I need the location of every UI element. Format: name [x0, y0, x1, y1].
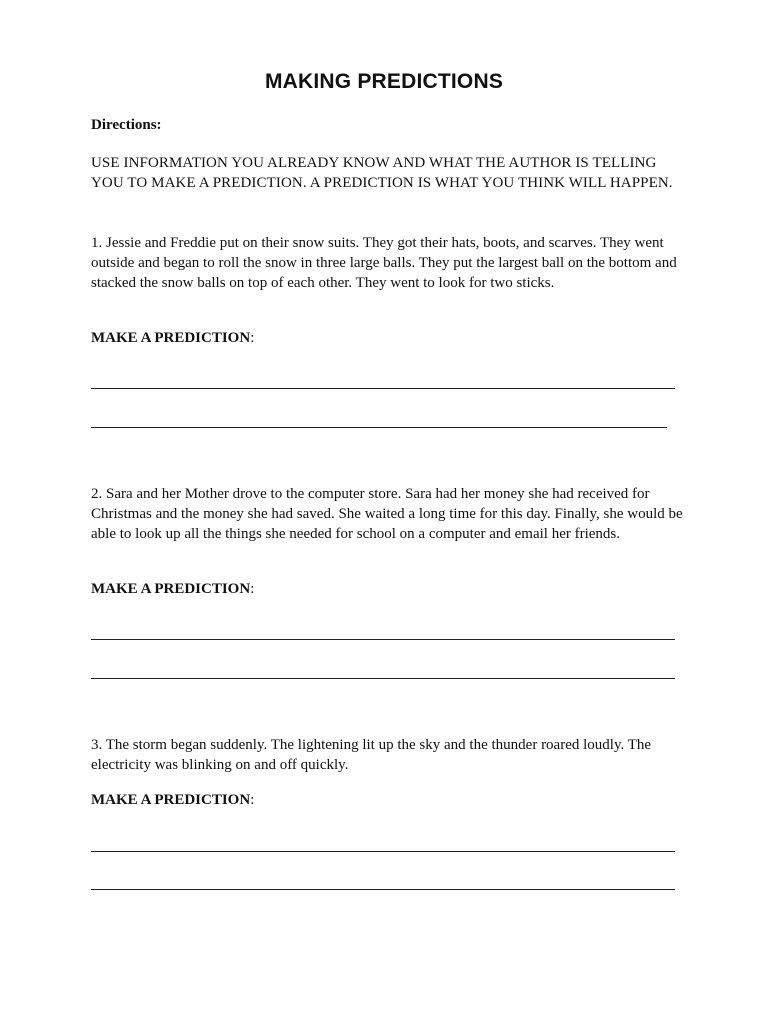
prompt-colon: : — [250, 792, 255, 808]
prompt-label: MAKE A PREDICTION — [91, 792, 251, 808]
directions-text: USE INFORMATION YOU ALREADY KNOW AND WHAT THE AUTHOR IS TELLING YOU TO MAKE A PREDICTION. A PREDICTION IS WHAT YOU THINK WILL HAPPEN. — [91, 155, 673, 192]
prompt-label: MAKE A PREDICTION — [91, 330, 251, 346]
question-2-prompt — [91, 581, 254, 598]
answer-line[interactable] — [91, 388, 675, 389]
prompt-colon: : — [250, 330, 255, 346]
question-3-prompt — [91, 792, 254, 809]
answer-line[interactable] — [91, 639, 675, 640]
answer-line[interactable] — [91, 889, 675, 890]
prompt-colon: : — [250, 581, 255, 597]
question-1-text: 1. Jessie and Freddie put on their snow suits. They got their hats, boots, and scarves. They went outside and began to roll the snow in three large balls. They put the largest ball on the bottom and stacked the snow balls on top of each other. They went to look for two sticks. — [91, 235, 677, 292]
question-2-text: 2. Sara and her Mother drove to the computer store. Sara had her money she had received for Christmas and the money she had saved. She waited a long time for this day. Finally, she would be able to look up all the things she needed for school on a computer and email her friends. — [91, 486, 683, 543]
prompt-label: MAKE A PREDICTION — [91, 581, 251, 597]
directions-label: Directions: — [91, 117, 162, 133]
question-1-prompt — [91, 330, 254, 347]
answer-line[interactable] — [91, 678, 675, 679]
page-title: MAKING PREDICTIONS — [264, 70, 504, 93]
answer-line[interactable] — [91, 851, 675, 852]
question-3-text: 3. The storm began suddenly. The lightening lit up the sky and the thunder roared loudly. The electricity was blinking on and off quickly. — [91, 737, 652, 774]
answer-line[interactable] — [91, 427, 667, 428]
